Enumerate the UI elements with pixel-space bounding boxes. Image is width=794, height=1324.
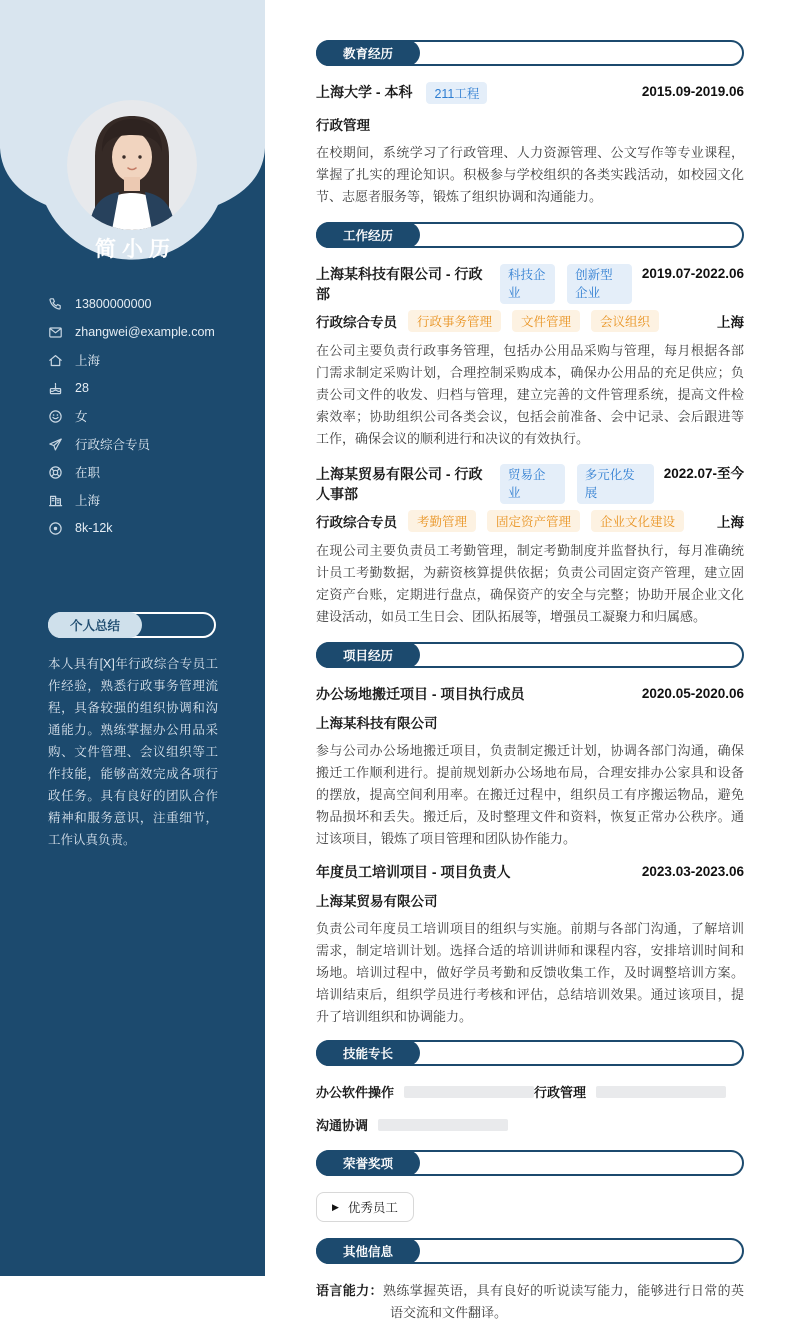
company-tag: 科技企业 <box>500 264 555 304</box>
project-entry <box>316 684 744 850</box>
contact-city: 上海 <box>48 486 215 514</box>
school-tag: 211工程 <box>426 82 487 104</box>
project-title: 年度员工培训项目 - 项目负责人 <box>316 864 511 880</box>
sidebar <box>0 0 265 1276</box>
resume-main <box>316 0 744 1324</box>
skill-bar <box>596 1086 726 1098</box>
contact-gender: 女 <box>48 402 215 430</box>
company-tag: 多元化发展 <box>577 464 654 504</box>
company-tags <box>500 264 632 304</box>
section-title: 教育经历 <box>316 40 420 66</box>
contact-list <box>48 290 215 542</box>
section-title: 工作经历 <box>316 222 420 248</box>
project-description: 参与公司办公场地搬迁项目，负责制定搬迁计划，协调各部门沟通，确保搬迁工作顺利进行。提前规划新办公场地布局，合理安排办公家具和设备的摆放，提高空间利用率。在搬迁过程中，组织员工有序搬运物品，避免物品损坏和丢失。搬迁后，及时整理文件和资料，恢复正常办公秩序。通过该项目，锻炼了项目管理和团队协作能力。 <box>316 743 744 846</box>
education-description: 在校期间，系统学习了行政管理、人力资源管理、公文写作等专业课程，掌握了扎实的理论知识。积极参与学校组织的各类实践活动，如校园文化节、志愿者服务等，锻炼了组织协调和沟通能力。 <box>316 145 744 204</box>
project-date: 2020.05-2020.06 <box>641 686 744 701</box>
skill-bar <box>404 1086 534 1098</box>
job-status-icon <box>48 465 63 480</box>
role-title: 行政综合专员 <box>316 315 397 330</box>
summary-title: 个人总结 <box>48 612 142 638</box>
project-company: 上海某贸易有限公司 <box>316 894 438 909</box>
avatar <box>67 100 197 230</box>
salary-icon <box>48 521 63 536</box>
project-company: 上海某科技有限公司 <box>316 716 438 731</box>
email-icon <box>48 325 63 340</box>
company-name: 上海某贸易有限公司 - 行政人事部 <box>316 466 483 502</box>
role-tag: 考勤管理 <box>408 510 476 532</box>
language-ability <box>316 1280 744 1324</box>
role-tag: 会议组织 <box>591 310 659 332</box>
education-date: 2015.09-2019.06 <box>641 84 744 99</box>
home-icon <box>48 353 63 368</box>
project-description: 负责公司年度员工培训项目的组织与实施。前期与各部门沟通，了解培训需求，制定培训计划。选择合适的培训讲师和课程内容，安排培训时间和场地。培训过程中，做好学员考勤和反馈收集工作，及时调整培训方案。培训结束后，组织学员进行考核和评估，总结培训效果。通过该项目，提升了培训组织和协调能力。 <box>316 921 744 1024</box>
project-title: 办公场地搬迁项目 - 项目执行成员 <box>316 686 525 702</box>
work-date: 2019.07-2022.06 <box>641 266 744 281</box>
honor-label: 优秀员工 <box>347 1201 398 1215</box>
major: 行政管理 <box>316 118 370 133</box>
contact-job-status: 在职 <box>48 458 215 486</box>
work-entry <box>316 264 744 450</box>
skills-grid <box>316 1082 744 1134</box>
school-name: 上海大学 - 本科 <box>316 84 413 100</box>
project-entry <box>316 862 744 1028</box>
role-tag: 行政事务管理 <box>408 310 501 332</box>
expand-arrow-icon: ▶ <box>332 1201 339 1212</box>
phone-icon <box>48 297 63 312</box>
section-title: 荣誉奖项 <box>316 1150 420 1176</box>
section-title: 其他信息 <box>316 1238 420 1264</box>
role-title: 行政综合专员 <box>316 515 397 530</box>
work-location: 上海 <box>717 515 744 530</box>
contact-salary: 8k-12k <box>48 514 215 542</box>
company-name: 上海某科技有限公司 - 行政部 <box>316 266 483 302</box>
summary-section-header <box>48 612 216 638</box>
gender-icon <box>48 409 63 424</box>
contact-home: 上海 <box>48 346 215 374</box>
work-entry <box>316 464 744 628</box>
age-icon <box>48 381 63 396</box>
section-title: 技能专长 <box>316 1040 420 1066</box>
section-header-work <box>316 222 744 248</box>
company-tag: 创新型企业 <box>567 264 632 304</box>
company-tags <box>500 464 654 504</box>
language-label: 语言能力： <box>316 1283 383 1298</box>
role-tag: 文件管理 <box>512 310 580 332</box>
job-intention-icon <box>48 437 63 452</box>
section-header-honors <box>316 1150 744 1176</box>
role-tag: 企业文化建设 <box>591 510 684 532</box>
summary-text: 本人具有[X]年行政综合专员工作经验，熟悉行政事务管理流程，具备较强的组织协调和沟通能力。熟练掌握办公用品采购、文件管理、会议组织等工作技能，能够高效完成各项行政任务。具有良好的团队合作精神和服务意识，注重细节，工作认真负责。 <box>48 657 218 847</box>
honor-item-button[interactable] <box>316 1192 414 1222</box>
contact-age: 28 <box>48 374 215 402</box>
section-header-projects <box>316 642 744 668</box>
skill-bar <box>378 1119 508 1131</box>
work-description: 在现公司主要负责员工考勤管理，制定考勤制度并监督执行，每月准确统计员工考勤数据，为薪资核算提供依据；负责公司固定资产管理，建立固定资产台账，定期进行盘点，确保资产的安全与完整；协助开展企业文化建设活动，如员工生日会、团队拓展等，增强员工凝聚力和归属感。 <box>316 543 744 624</box>
education-entry <box>316 82 744 208</box>
skill-item: 行政管理 <box>534 1082 744 1101</box>
work-location: 上海 <box>717 315 744 330</box>
contact-email: zhangwei@example.com <box>48 318 215 346</box>
skill-item: 办公软件操作 <box>316 1082 534 1101</box>
section-header-skills <box>316 1040 744 1066</box>
candidate-name: 简小历 <box>95 238 176 261</box>
skill-item: 沟通协调 <box>316 1115 534 1134</box>
section-title: 项目经历 <box>316 642 420 668</box>
work-date: 2022.07-至今 <box>663 466 744 481</box>
section-header-other <box>316 1238 744 1264</box>
project-date: 2023.03-2023.06 <box>641 864 744 879</box>
language-text: 熟练掌握英语，具有良好的听说读写能力，能够进行日常的英语交流和文件翻译。 <box>382 1283 744 1320</box>
contact-phone: 13800000000 <box>48 290 215 318</box>
work-description: 在公司主要负责行政事务管理，包括办公用品采购与管理，每月根据各部门需求制定采购计划，合理控制采购成本，确保办公用品的充足供应；负责公司文件的收发、归档与管理，建立完善的文件管理系统，提高文件检索效率；协助组织公司各类会议，包括会前准备、会中记录、会后跟进等工作，确保会议的顺利进行和决议的有效执行。 <box>316 343 744 446</box>
role-tag: 固定资产管理 <box>487 510 580 532</box>
city-icon <box>48 493 63 508</box>
company-tag: 贸易企业 <box>500 464 565 504</box>
section-header-education <box>316 40 744 66</box>
contact-job-intention: 行政综合专员 <box>48 430 215 458</box>
